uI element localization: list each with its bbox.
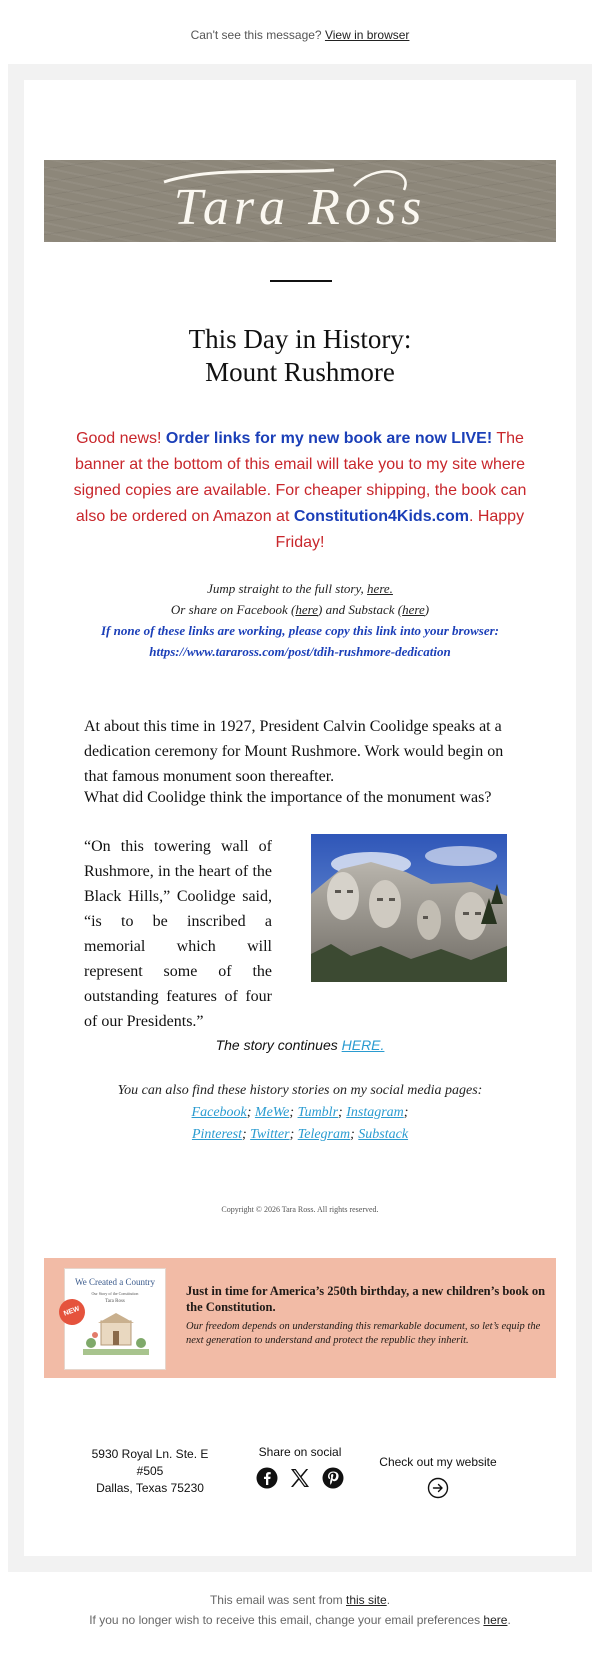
social-intro: You can also find these history stories on my social media pages:: [117, 1083, 483, 1098]
jump-links: [44, 578, 556, 662]
telegram-link[interactable]: Telegram: [297, 1127, 351, 1142]
book-cover: [64, 1268, 166, 1370]
book-cover-illustration: [83, 1313, 149, 1355]
website-label: Check out my website: [379, 1455, 497, 1469]
address-line-3: Dallas, Texas 75230: [96, 1481, 204, 1495]
book-ad-banner[interactable]: [44, 1258, 556, 1378]
news-announcement: [64, 426, 536, 556]
share-mid-text: ) and Substack (: [317, 602, 403, 617]
logo-text: Tara Ross: [173, 179, 427, 236]
news-part-3: The banner at the bottom of this email will take you to my site where signed copies are available. For cheaper shipping, the book can also be ordered on Amazon at: [73, 430, 527, 525]
email-footer: [0, 1590, 600, 1630]
website: [350, 1454, 526, 1504]
logo-script: [44, 160, 556, 242]
book-cover-title: We Created a Country: [75, 1277, 155, 1287]
news-part-5: . Happy Friday!: [275, 508, 525, 551]
logo-banner: [44, 160, 556, 242]
share-substack-link[interactable]: here: [402, 602, 425, 617]
story-continues-link[interactable]: HERE.: [341, 1037, 385, 1053]
x-icon[interactable]: [289, 1467, 311, 1489]
continues-text: The story continues: [215, 1037, 342, 1053]
copyright: Copyright © 2026 Tara Ross. All rights reserved.: [221, 1205, 379, 1214]
this-site-link[interactable]: this site: [346, 1593, 387, 1607]
view-in-browser-link[interactable]: View in browser: [324, 28, 410, 42]
unsubscribe-text: If you no longer wish to receive this email, change your email preferences: [89, 1613, 484, 1627]
share-post-text: ): [424, 602, 430, 617]
constitution4kids-link[interactable]: Constitution4Kids.com: [293, 508, 469, 525]
jump-text: Jump straight to the full story,: [207, 581, 368, 596]
story-paragraph-1: At about this time in 1927, President Calvin Coolidge speaks at a dedication ceremony for Mount Rushmore. Work would begin on that famous monument soon thereafter.: [84, 718, 504, 785]
facebook-link[interactable]: Facebook: [191, 1105, 247, 1120]
copy-link-note: If none of these links are working, please copy this link into your browser:: [101, 623, 499, 638]
share-facebook-link[interactable]: here: [295, 602, 318, 617]
substack-link[interactable]: Substack: [358, 1127, 409, 1142]
email-preferences-link[interactable]: here: [483, 1613, 508, 1627]
share-label: Share on social: [258, 1445, 342, 1459]
story-continues: [44, 1037, 556, 1053]
preheader-text: Can't see this message?: [190, 28, 322, 42]
share-text: Or share on Facebook (: [170, 602, 296, 617]
book-cover-subtitle: Our Story of the Constitution: [91, 1291, 139, 1296]
divider: [270, 280, 332, 282]
address: [62, 1446, 238, 1497]
title-line-1: This Day in History:: [188, 324, 412, 354]
full-story-link[interactable]: here.: [367, 581, 393, 596]
page-title: [44, 323, 556, 389]
unsubscribe-period: .: [507, 1613, 511, 1627]
address-line-1: 5930 Royal Ln. Ste. E: [91, 1447, 209, 1461]
preheader: [0, 0, 600, 64]
ad-headline: Just in time for America’s 250th birthday, a new children’s book on the Constitution.: [186, 1284, 546, 1314]
news-order-links[interactable]: Order links for my new book are now LIVE!: [165, 430, 493, 447]
pinterest-link[interactable]: Pinterest: [191, 1127, 242, 1142]
email-frame: [8, 64, 592, 1572]
story-paragraph-2: What did Coolidge think the importance of the monument was?: [84, 789, 492, 806]
social-pages: You can also find these history stories on my social media pages: Facebook; MeWe; Tumblr; Instagram; Pinterest; Twitter; Telegram; Substack: [44, 1080, 556, 1146]
sent-from-text: This email was sent from: [209, 1593, 346, 1607]
facebook-icon[interactable]: [256, 1467, 278, 1489]
instagram-link[interactable]: Instagram: [346, 1105, 404, 1120]
mewe-link[interactable]: MeWe: [254, 1105, 290, 1120]
copy-url: https://www.taraross.com/post/tdih-rushmore-dedication: [149, 644, 451, 659]
pinterest-icon[interactable]: [322, 1467, 344, 1489]
mount-rushmore-image: [311, 834, 507, 982]
new-badge: NEW: [55, 1295, 88, 1328]
arrow-right-circle-icon[interactable]: [427, 1477, 449, 1499]
twitter-link[interactable]: Twitter: [250, 1127, 290, 1142]
address-line-2: #505: [136, 1464, 164, 1478]
title-line-2: Mount Rushmore: [205, 357, 395, 387]
book-cover-author: Tara Ross: [105, 1299, 125, 1304]
coolidge-quote: “On this towering wall of Rushmore, in the heart of the Black Hills,” Coolidge said, “is to be inscribed a memorial which will represent some of the outstanding features of four of our Presidents.”: [84, 838, 272, 1030]
email-card: [24, 80, 576, 1556]
sent-from-period: .: [386, 1593, 391, 1607]
tumblr-link[interactable]: Tumblr: [297, 1105, 339, 1120]
ad-subline: Our freedom depends on understanding this remarkable document, so let’s equip the next generation to understand and protect the republic they inherit.: [186, 1321, 541, 1346]
news-part-1: Good news!: [76, 430, 166, 447]
